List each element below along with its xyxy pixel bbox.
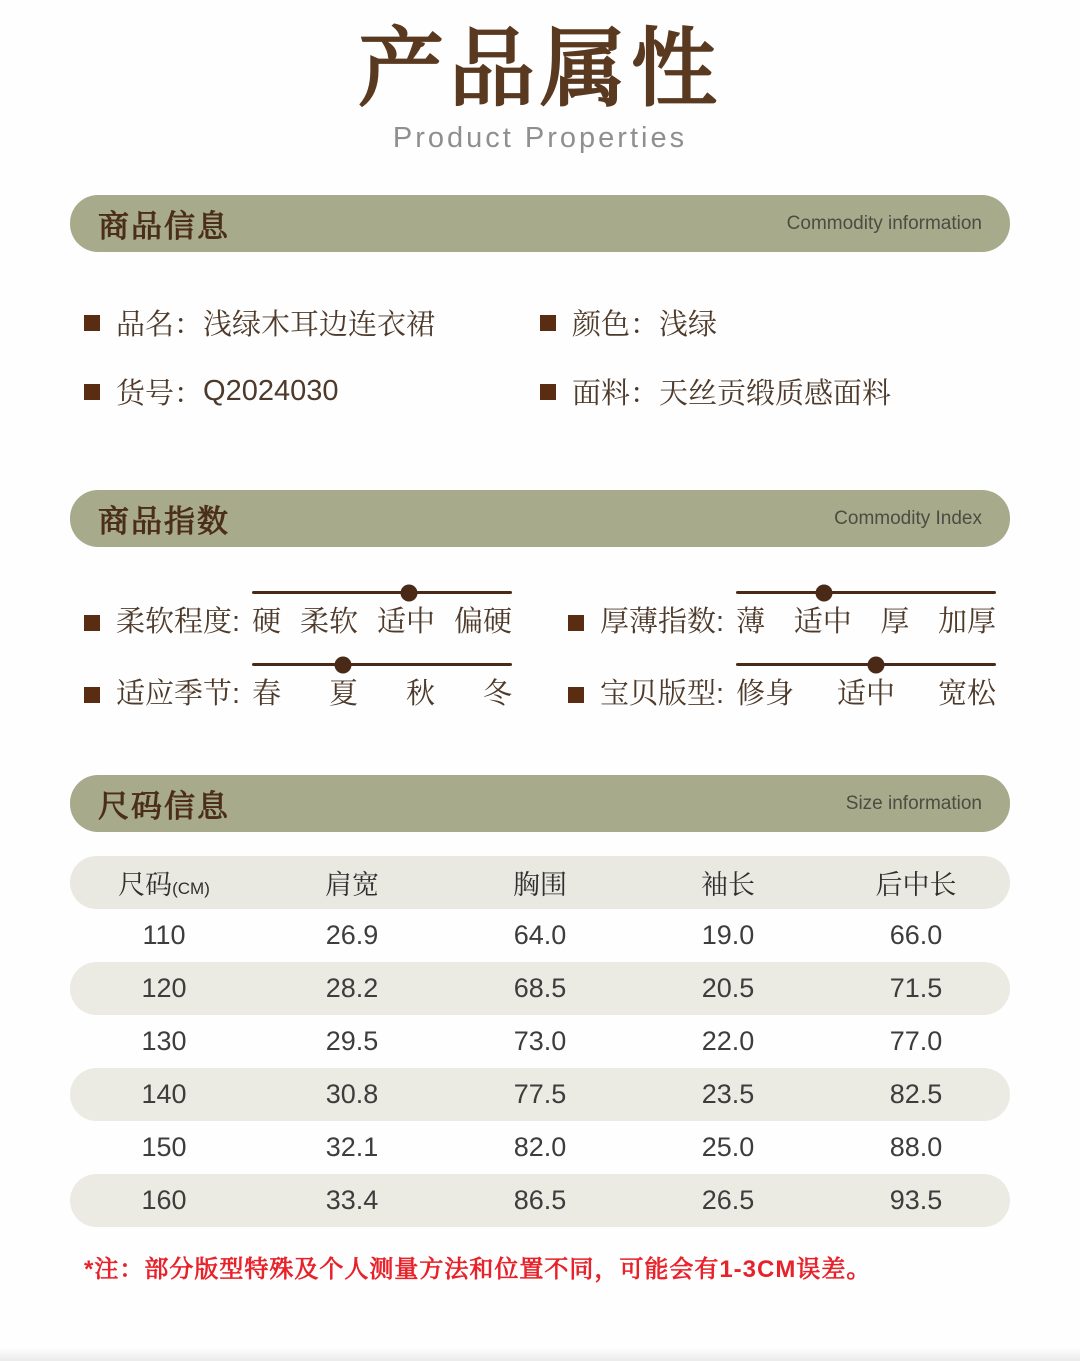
info-item-color [540, 302, 996, 343]
section-size-info [70, 775, 1010, 1284]
info-label: 面料： [572, 378, 660, 411]
index-item-season [84, 663, 512, 711]
table-cell: 66.0 [889, 920, 943, 951]
info-item-item-number [84, 371, 540, 412]
bullet-square-icon [84, 384, 100, 400]
table-row [70, 909, 1010, 962]
commodity-index-grid [84, 591, 996, 711]
slider-option: 薄 [736, 606, 766, 639]
slider-track [252, 591, 512, 594]
table-cell: 93.5 [889, 1185, 943, 1216]
bullet-square-icon [568, 687, 584, 703]
slider-option: 硬 [252, 606, 282, 639]
header-cell-shoulder: 肩宽 [325, 870, 379, 901]
slider-dot [401, 584, 418, 601]
slider-option: 宽松 [937, 678, 996, 711]
table-row [70, 962, 1010, 1015]
slider-option: 加厚 [937, 606, 996, 639]
table-cell: 19.0 [701, 920, 755, 951]
info-item-fabric [540, 371, 996, 412]
slider-track [736, 591, 996, 594]
table-cell: 68.5 [513, 973, 567, 1004]
page-title: 产品属性 [358, 21, 722, 117]
section-commodity-info [70, 195, 1010, 412]
table-cell: 20.5 [701, 973, 755, 1004]
table-cell: 110 [142, 920, 186, 951]
bullet-square-icon [540, 315, 556, 331]
slider-option: 柔软 [300, 606, 359, 639]
slider-option: 冬 [482, 678, 512, 711]
table-cell: 29.5 [325, 1026, 379, 1057]
softness-slider [252, 591, 512, 639]
info-label: 品名： [116, 309, 204, 342]
table-cell: 77.5 [513, 1079, 567, 1110]
table-cell: 82.5 [889, 1079, 943, 1110]
slider-dot [816, 584, 833, 601]
info-label: 货号： [116, 378, 204, 411]
info-value: 天丝贡缎质感面料 [659, 378, 892, 411]
table-cell: 88.0 [889, 1132, 943, 1163]
slider-option: 偏硬 [453, 606, 512, 639]
bottom-divider [0, 1347, 1080, 1361]
info-value: Q2024030 [203, 375, 339, 408]
info-value: 浅绿 [659, 309, 718, 342]
header-cell-back-length: 后中长 [875, 870, 957, 901]
commodity-index-banner-subtitle: Commodity Index [834, 507, 982, 529]
slider-option: 厚 [880, 606, 910, 639]
table-cell: 82.0 [513, 1132, 567, 1163]
table-row [70, 1121, 1010, 1174]
table-cell: 33.4 [325, 1185, 379, 1216]
commodity-info-banner-subtitle: Commodity information [786, 212, 982, 234]
thickness-slider [736, 591, 996, 639]
table-row [70, 1068, 1010, 1121]
table-cell: 26.5 [701, 1185, 755, 1216]
size-info-banner [70, 775, 1010, 832]
size-table [70, 856, 1010, 1227]
table-cell: 32.1 [325, 1132, 379, 1163]
table-cell: 25.0 [701, 1132, 755, 1163]
slider-option: 适中 [837, 678, 896, 711]
slider-option: 适中 [793, 606, 852, 639]
slider-option: 夏 [329, 678, 359, 711]
table-cell: 23.5 [701, 1079, 755, 1110]
table-row [70, 1174, 1010, 1227]
table-cell: 77.0 [889, 1026, 943, 1057]
fit-slider [736, 663, 996, 711]
table-cell: 150 [141, 1132, 187, 1163]
index-item-fit [568, 663, 996, 711]
season-slider [252, 663, 512, 711]
page-subtitle: Product Properties [392, 122, 688, 155]
commodity-info-banner [70, 195, 1010, 252]
table-cell: 130 [141, 1026, 187, 1057]
slider-option: 适中 [377, 606, 436, 639]
slider-options [736, 607, 996, 639]
slider-options [252, 607, 512, 639]
table-row [70, 1015, 1010, 1068]
commodity-info-grid [84, 302, 996, 412]
slider-dot [335, 656, 352, 673]
slider-option: 春 [252, 678, 282, 711]
slider-options [736, 679, 996, 711]
bullet-square-icon [84, 615, 100, 631]
table-cell: 120 [141, 973, 187, 1004]
section-commodity-index [70, 490, 1010, 711]
bullet-square-icon [84, 687, 100, 703]
commodity-index-banner [70, 490, 1010, 547]
table-cell: 64.0 [513, 920, 567, 951]
table-cell: 160 [141, 1185, 187, 1216]
slider-option: 修身 [736, 678, 795, 711]
info-label: 颜色： [572, 309, 660, 342]
header-cell-size: 尺码(CM) [118, 870, 210, 901]
table-cell: 26.9 [325, 920, 379, 951]
header-cell-bust: 胸围 [513, 870, 567, 901]
index-item-thickness [568, 591, 996, 639]
measurement-disclaimer-note: *注：部分版型特殊及个人测量方法和位置不同，可能会有1-3CM误差。 [84, 1256, 872, 1284]
index-label: 适应季节: [116, 678, 241, 711]
header-cell-sleeve: 袖长 [701, 870, 755, 901]
size-info-banner-subtitle: Size information [845, 792, 982, 814]
commodity-info-banner-title: 商品信息 [98, 209, 230, 245]
title-block [0, 0, 1080, 155]
table-cell: 71.5 [889, 973, 943, 1004]
table-cell: 140 [141, 1079, 187, 1110]
table-cell: 73.0 [513, 1026, 567, 1057]
size-table-header-row [70, 856, 1010, 909]
table-cell: 86.5 [513, 1185, 567, 1216]
slider-dot [868, 656, 885, 673]
slider-option: 秋 [406, 678, 436, 711]
table-cell: 30.8 [325, 1079, 379, 1110]
slider-track [252, 663, 512, 666]
bullet-square-icon [568, 615, 584, 631]
header-unit: (CM) [172, 879, 210, 899]
index-item-softness [84, 591, 512, 639]
table-cell: 22.0 [701, 1026, 755, 1057]
size-info-banner-title: 尺码信息 [98, 789, 230, 825]
index-label: 厚薄指数: [600, 606, 725, 639]
table-cell: 28.2 [325, 973, 379, 1004]
commodity-index-banner-title: 商品指数 [98, 504, 230, 540]
index-label: 柔软程度: [116, 606, 241, 639]
bullet-square-icon [540, 384, 556, 400]
info-value: 浅绿木耳边连衣裙 [203, 309, 436, 342]
bullet-square-icon [84, 315, 100, 331]
info-item-product-name [84, 302, 540, 343]
index-label: 宝贝版型: [600, 678, 725, 711]
slider-track [736, 663, 996, 666]
slider-options [252, 679, 512, 711]
